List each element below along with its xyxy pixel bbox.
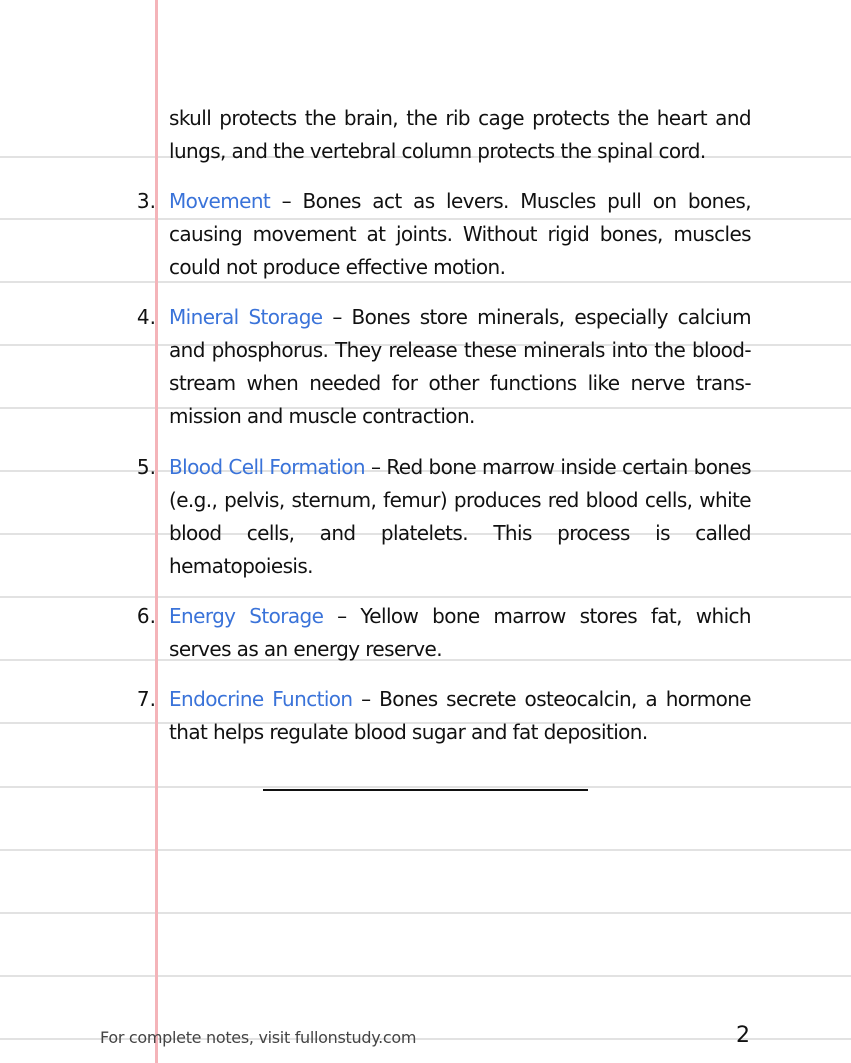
list-item-term: Movement bbox=[169, 189, 271, 213]
list-item-body bbox=[169, 451, 751, 583]
list-item-number: 7. bbox=[136, 687, 156, 711]
list-item-body bbox=[169, 185, 751, 284]
list-item-term: Energy Storage bbox=[169, 604, 324, 628]
list-item-text: – Red bone marrow inside certain bones (e.g., pelvis, sternum, femur) produces red blood cells, white blood cells, and platelets. This process is called hematopoiesis. bbox=[169, 455, 751, 578]
list-item-number: 4. bbox=[136, 305, 156, 329]
list-item-body bbox=[169, 600, 751, 666]
intro-paragraph: skull protects the brain, the rib cage protects the heart and lungs, and the vertebral column protects the spinal cord. bbox=[169, 106, 751, 163]
list-item-body bbox=[169, 683, 751, 749]
list-item-text: – Bones store minerals, especially calcium and phosphorus. They release these minerals into the blood-stream when needed for other functions like nerve trans-mission and muscle contraction. bbox=[169, 305, 751, 428]
list-item-text: – Bones act as levers. Muscles pull on bones, causing movement at joints. Without rigid bones, muscles could not produce effective motion. bbox=[169, 189, 751, 279]
footer-note: For complete notes, visit fullonstudy.com bbox=[100, 1028, 417, 1047]
list-item-body bbox=[169, 301, 751, 433]
ruled-line bbox=[0, 849, 851, 851]
ruled-line bbox=[0, 975, 851, 977]
list-item-term: Mineral Storage bbox=[169, 305, 323, 329]
list-item-text: – Bones secrete osteocalcin, a hormone that helps regulate blood sugar and fat deposition. bbox=[169, 687, 751, 744]
section-divider bbox=[263, 789, 588, 791]
list-item-number: 5. bbox=[136, 455, 156, 479]
list-item-term: Endocrine Function bbox=[169, 687, 353, 711]
list-item-number: 6. bbox=[136, 604, 156, 628]
ruled-line bbox=[0, 596, 851, 598]
margin-line bbox=[155, 0, 158, 1063]
page-number: 2 bbox=[736, 1023, 750, 1048]
ruled-line bbox=[0, 786, 851, 788]
list-item-text: – Yellow bone marrow stores fat, which serves as an energy reserve. bbox=[169, 604, 752, 661]
list-item-number: 3. bbox=[136, 189, 156, 213]
ruled-line bbox=[0, 912, 851, 914]
list-item-term: Blood Cell Formation bbox=[169, 455, 365, 479]
